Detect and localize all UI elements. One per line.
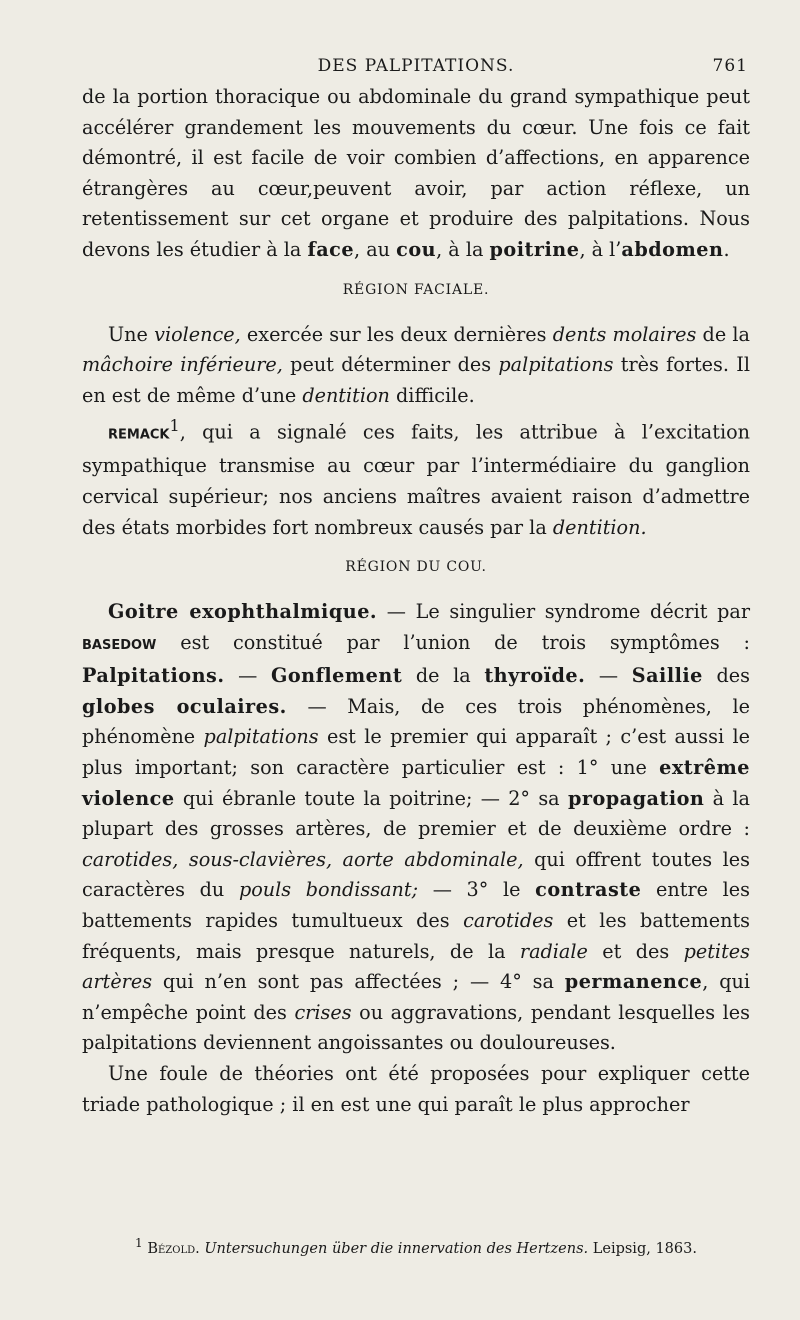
footnote	[82, 1236, 750, 1257]
keyword-face: face	[307, 237, 355, 261]
footnote-title: Untersuchungen über die innervation des Hertzens.	[204, 1240, 589, 1257]
author-remack: REMACK	[108, 427, 170, 443]
paragraph-violence: Une violence, exercée sur les deux dernières dents molaires de la mâchoire inférieure, peut déterminer des palpitations très fortes. Il en est de même d’une dentition difficile.	[82, 322, 750, 407]
paragraph-goitre: Goitre exophthalmique. — Le singulier syndrome décrit par BASEDOW est constitué par l’union de trois symptômes : Palpitations. — Gonflement de la thyroïde. — Saillie des globes oculaires. — Mais, de ces trois phénomènes, le phénomène palpitations est le premier qui apparaît ; c’est aussi le plus important; son caractère particulier est : 1° une extrême violence qui ébranle toute la poitrine; — 2° sa propagation à la plupart des grosses artères, de premier et de deuxième ordre : carotides, sous-clavières, aorte abdominale, qui offrent toutes les caractères du pouls bondissant; — 3° le contraste entre les battements rapides tumultueux des carotides et les battements fréquents, mais presque naturels, de la radiale et des petites artères qui n’en sont pas affectées ; — 4° sa permanence, qui n’empêche point des crises ou aggravations, pendant lesquelles les palpitations deviennent angoissantes ou douloureuses.	[82, 600, 751, 1055]
keyword-abdomen: abdomen	[621, 237, 724, 261]
paragraph-remack: REMACK$^1$, qui a signalé ces faits, les attribue à l’excitation sympathique transmise au cœur par l’intermédiaire du ganglion cervical supérieur; nos anciens maîtres avaient raison d’admettre des états morbides fort nombreux causés par la dentition.	[82, 416, 750, 539]
footnote-author: Bézold.	[147, 1240, 200, 1257]
paragraph-sympathique: de la portion thoracique ou abdominale du grand sympathique peut accélérer grandement les mouvements du cœur. Une fois ce fait démontré, il est facile de voir combien d’affections, en apparence étrangères au cœur,peuvent avoir, par action réflexe, un retentissement sur cet organe et produire des palpitations. Nous devons les étudier à la face, au cou, à la poitrine, à l’abdomen.	[82, 85, 750, 261]
footnote-ref: 1	[169, 416, 180, 436]
keyword-poitrine: poitrine	[489, 237, 580, 261]
footnote-mark: 1	[135, 1236, 143, 1250]
section-heading-cou: RÉGION DU COU.	[345, 559, 487, 576]
heading-goitre: Goitre exophthalmique.	[108, 600, 378, 624]
section-heading-faciale: RÉGION FACIALE.	[342, 281, 490, 298]
page-number: 761	[712, 56, 748, 76]
running-header	[82, 50, 750, 82]
keyword-cou: cou	[396, 237, 437, 261]
running-title: DES PALPITATIONS.	[317, 56, 515, 76]
paragraph-theories: Une foule de théories ont été proposées pour expliquer cette triade pathologique ; il en est une qui paraît le plus approcher	[82, 1062, 750, 1116]
author-basedow: BASEDOW	[82, 637, 157, 653]
footnote-place: Leipsig, 1863.	[588, 1240, 697, 1257]
